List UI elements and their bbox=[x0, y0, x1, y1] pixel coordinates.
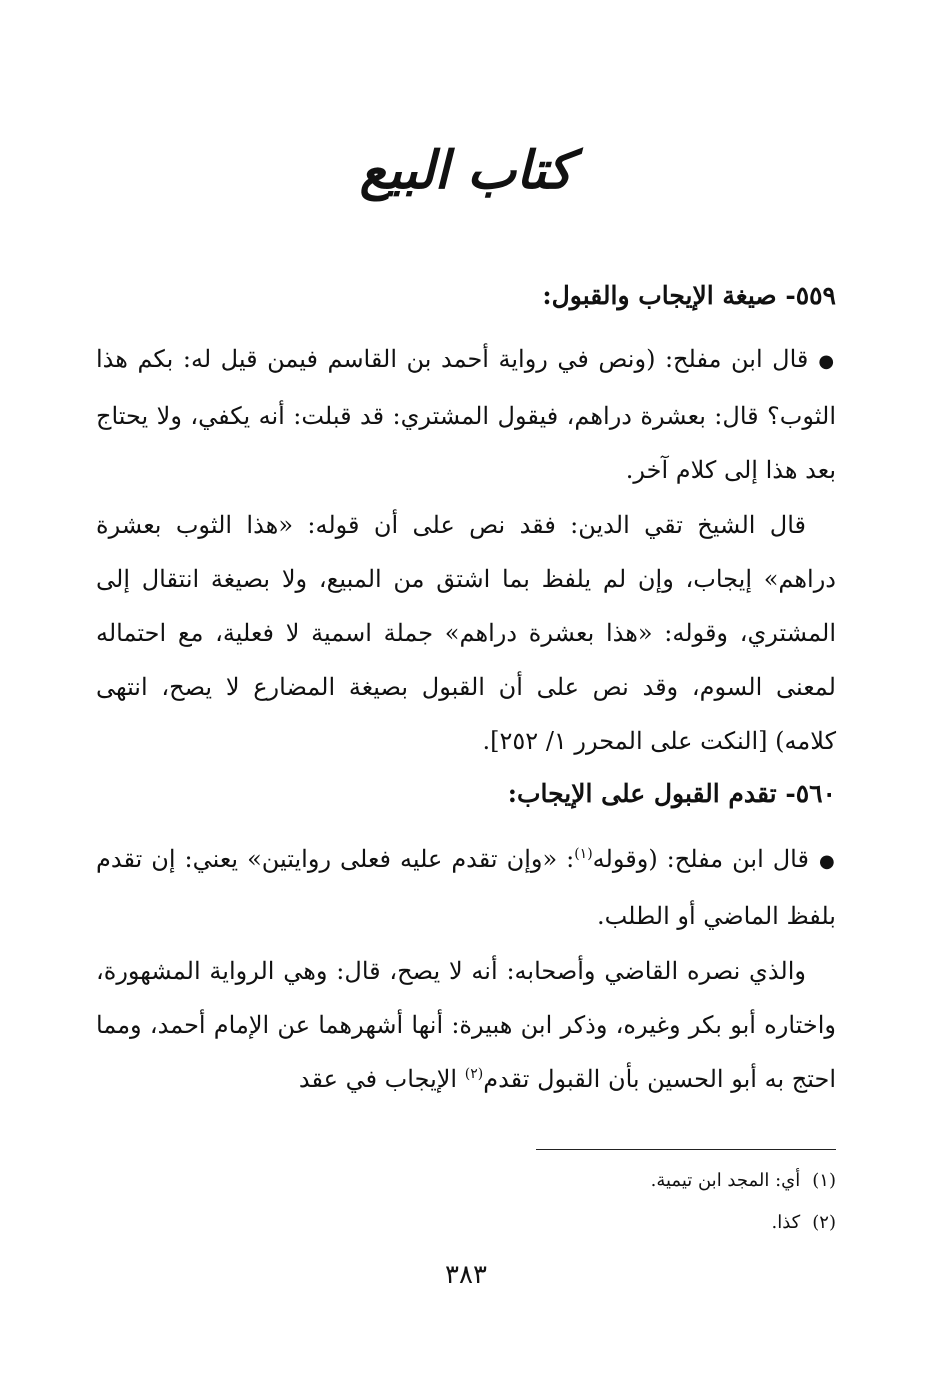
page-number: ٣٨٣ bbox=[445, 1260, 487, 1290]
paragraph-559-2: قال الشيخ تقي الدين: فقد نص على أن قوله: «هذا الثوب بعشرة دراهم» إيجاب، وإن لم يلفظ بما اشتق من المبيع، ولا بصيغة انتقال إلى المشتري، وقوله: «هذا بعشرة دراهم» جملة اسمية لا فعلية، مع احتماله لمعنى السوم، وقد نص على أن القبول بصيغة المضارع لا يصح، انتهى كلامه) [النكت على المحرر ١/ ٢٥٢]. bbox=[96, 511, 836, 755]
section-heading-560: ٥٦٠- تقدم القبول على الإيجاب: bbox=[507, 779, 836, 808]
document-page bbox=[96, 0, 836, 1388]
paragraph-559-1-text: قال ابن مفلح: (ونص في رواية أحمد بن القاسم فيمن قيل له: بكم هذا الثوب؟ قال: بعشرة دراهم، فيقول المشتري: قد قبلت: أنه يكفي، ولا يحتاج بعد هذا إلى كلام آخر. bbox=[96, 345, 836, 484]
bullet-icon: ● bbox=[818, 851, 837, 872]
footnote-separator bbox=[536, 1149, 836, 1150]
footnote-ref-2[interactable]: (٢) bbox=[464, 1066, 484, 1082]
footnote-2 bbox=[96, 1208, 836, 1238]
footnote-ref-1[interactable]: (١) bbox=[574, 846, 593, 862]
footnote-text: كذا. bbox=[771, 1212, 801, 1233]
footnote-number: (١) bbox=[812, 1170, 836, 1191]
footnote-number: (٢) bbox=[812, 1212, 836, 1233]
footnote-1 bbox=[96, 1166, 836, 1196]
book-title: كتاب البيع bbox=[359, 140, 573, 201]
paragraph-560-2-text-a: والذي نصره القاضي وأصحابه: أنه لا يصح، قال: وهي الرواية المشهورة، واختاره أبو بكر وغيره، وذكر ابن هبيرة: أنها أشهرهما عن الإمام أحمد، ومما احتج به أبو الحسين بأن القبول تقدم bbox=[96, 957, 836, 1093]
paragraph-560-2-text-b: الإيجاب في عقد bbox=[298, 1065, 465, 1093]
paragraph-560-2 bbox=[96, 944, 836, 1106]
paragraph-560-1-text-b: : «وإن تقدم عليه فعلى روايتين» يعني: إن تقدم بلفظ الماضي أو الطلب. bbox=[96, 845, 836, 930]
footnote-text: أي: المجد ابن تيمية. bbox=[650, 1170, 801, 1191]
paragraph-560-1-text-a: قال ابن مفلح: (وقوله bbox=[592, 845, 809, 873]
paragraph-559-1 bbox=[96, 332, 836, 497]
section-heading-559: ٥٥٩- صيغة الإيجاب والقبول: bbox=[542, 281, 836, 310]
paragraph-560-1 bbox=[96, 832, 836, 943]
bullet-icon: ● bbox=[818, 351, 836, 372]
